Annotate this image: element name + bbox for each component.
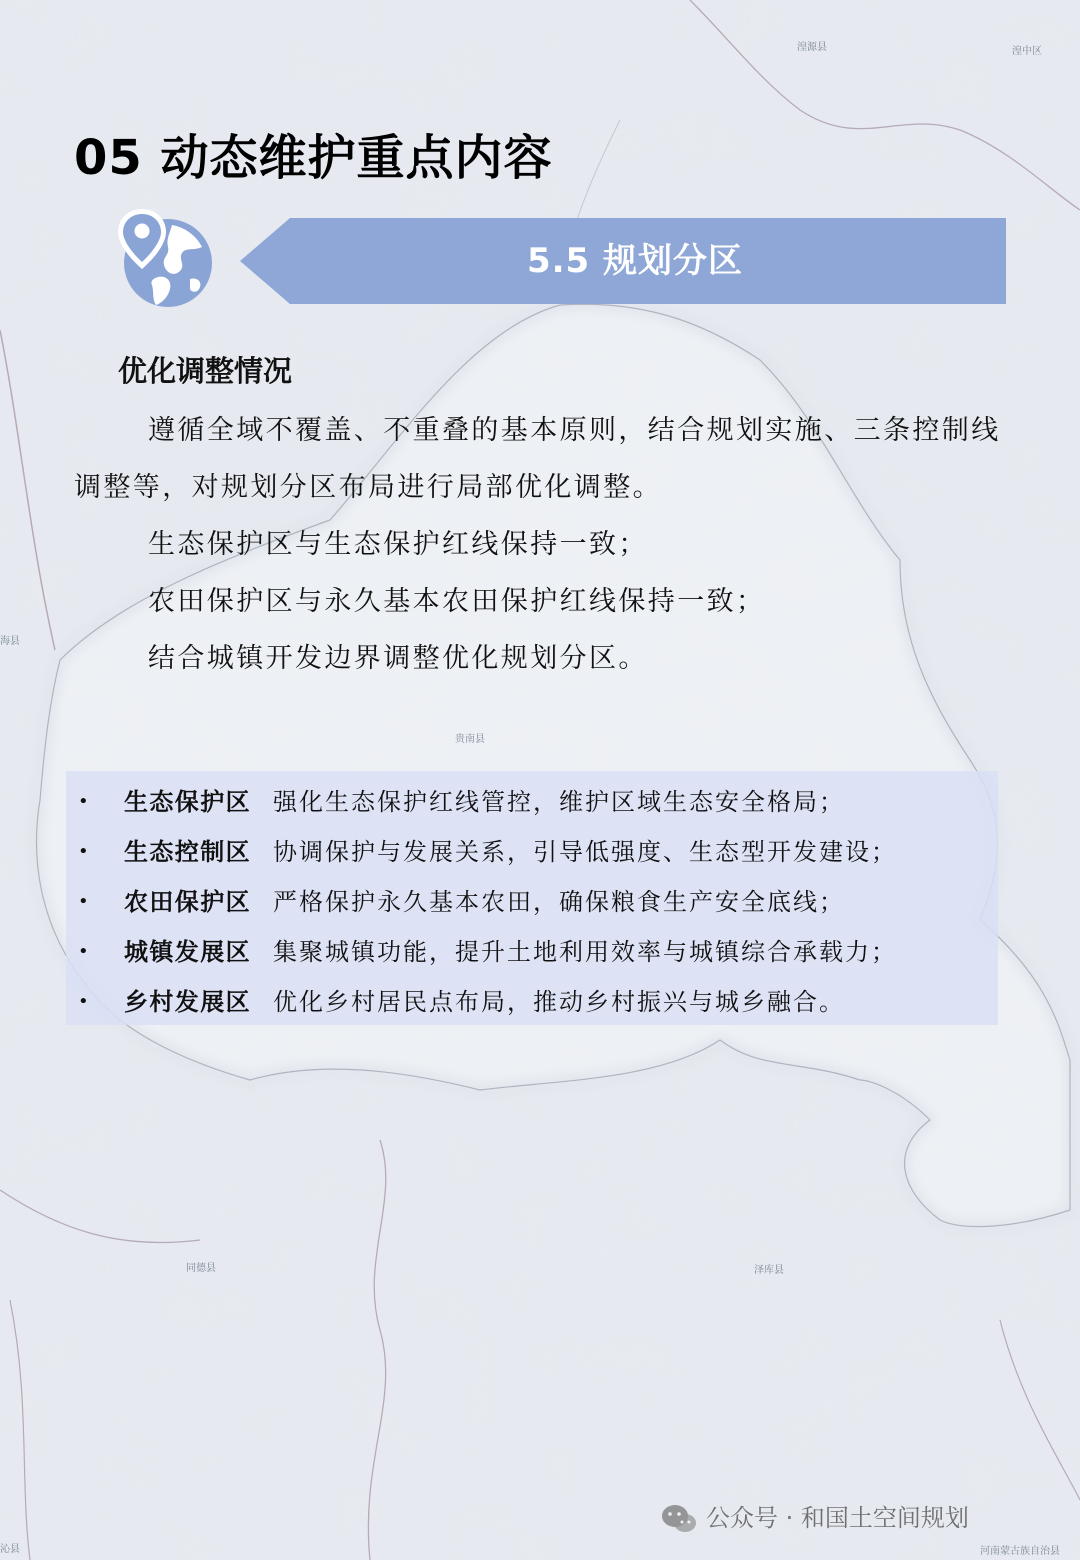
body-paragraph: 农田保护区与永久基本农田保护红线保持一致； bbox=[148, 586, 766, 617]
map-label-edge-bottom: 沁县 bbox=[0, 1544, 20, 1555]
zone-name: 生态保护区 bbox=[124, 787, 251, 816]
zone-name: 生态控制区 bbox=[124, 837, 251, 866]
map-label-edge-left: 海县 bbox=[0, 636, 20, 647]
bullet: • bbox=[78, 841, 89, 862]
section-heading: 优化调整情况 bbox=[118, 354, 293, 388]
map-label-guinan: 贵南县 bbox=[455, 734, 485, 745]
body-paragraph: 遵循全域不覆盖、不重叠的基本原则，结合规划实施、三条控制线调整等，对规划分区布局进行局部优化调整。 bbox=[74, 415, 1001, 503]
map-label-henan: 河南蒙古族自治县 bbox=[980, 1546, 1060, 1557]
zone-item bbox=[66, 777, 998, 827]
planning-zones-list bbox=[66, 771, 998, 1025]
map-label-huangyuan: 湟源县 bbox=[797, 42, 827, 53]
zone-name: 乡村发展区 bbox=[124, 987, 251, 1016]
bullet: • bbox=[78, 991, 89, 1012]
zone-name: 城镇发展区 bbox=[124, 937, 251, 966]
body-paragraph: 结合城镇开发边界调整优化规划分区。 bbox=[148, 643, 648, 674]
zone-description: 严格保护永久基本农田，确保粮食生产安全底线； bbox=[273, 888, 845, 916]
zone-description: 优化乡村居民点布局，推动乡村振兴与城乡融合。 bbox=[273, 988, 845, 1016]
watermark-text: 公众号 · 和国土空间规划 bbox=[706, 1504, 969, 1532]
zone-description: 强化生态保护红线管控，维护区域生态安全格局； bbox=[273, 788, 845, 816]
section-banner bbox=[240, 218, 1006, 304]
zone-item bbox=[66, 927, 998, 977]
zone-description: 集聚城镇功能，提升土地利用效率与城镇综合承载力； bbox=[273, 938, 897, 966]
section-banner-title: 5.5 规划分区 bbox=[526, 241, 744, 281]
map-label-tongde: 同德县 bbox=[186, 1263, 216, 1274]
body-text bbox=[74, 402, 1009, 687]
zone-name: 农田保护区 bbox=[124, 887, 251, 916]
bullet: • bbox=[78, 891, 89, 912]
globe-location-icon bbox=[112, 207, 216, 311]
bullet: • bbox=[78, 941, 89, 962]
zone-item bbox=[66, 877, 998, 927]
zone-item bbox=[66, 977, 998, 1027]
watermark bbox=[660, 1500, 969, 1536]
map-label-zeku: 泽库县 bbox=[754, 1265, 784, 1276]
zone-item bbox=[66, 827, 998, 877]
page-title: 05 动态维护重点内容 bbox=[74, 130, 553, 186]
wechat-icon bbox=[660, 1503, 698, 1535]
bullet: • bbox=[78, 791, 89, 812]
body-paragraph: 生态保护区与生态保护红线保持一致； bbox=[148, 529, 648, 560]
zone-description: 协调保护与发展关系，引导低强度、生态型开发建设； bbox=[273, 838, 897, 866]
map-label-huangzhong: 湟中区 bbox=[1012, 46, 1042, 57]
